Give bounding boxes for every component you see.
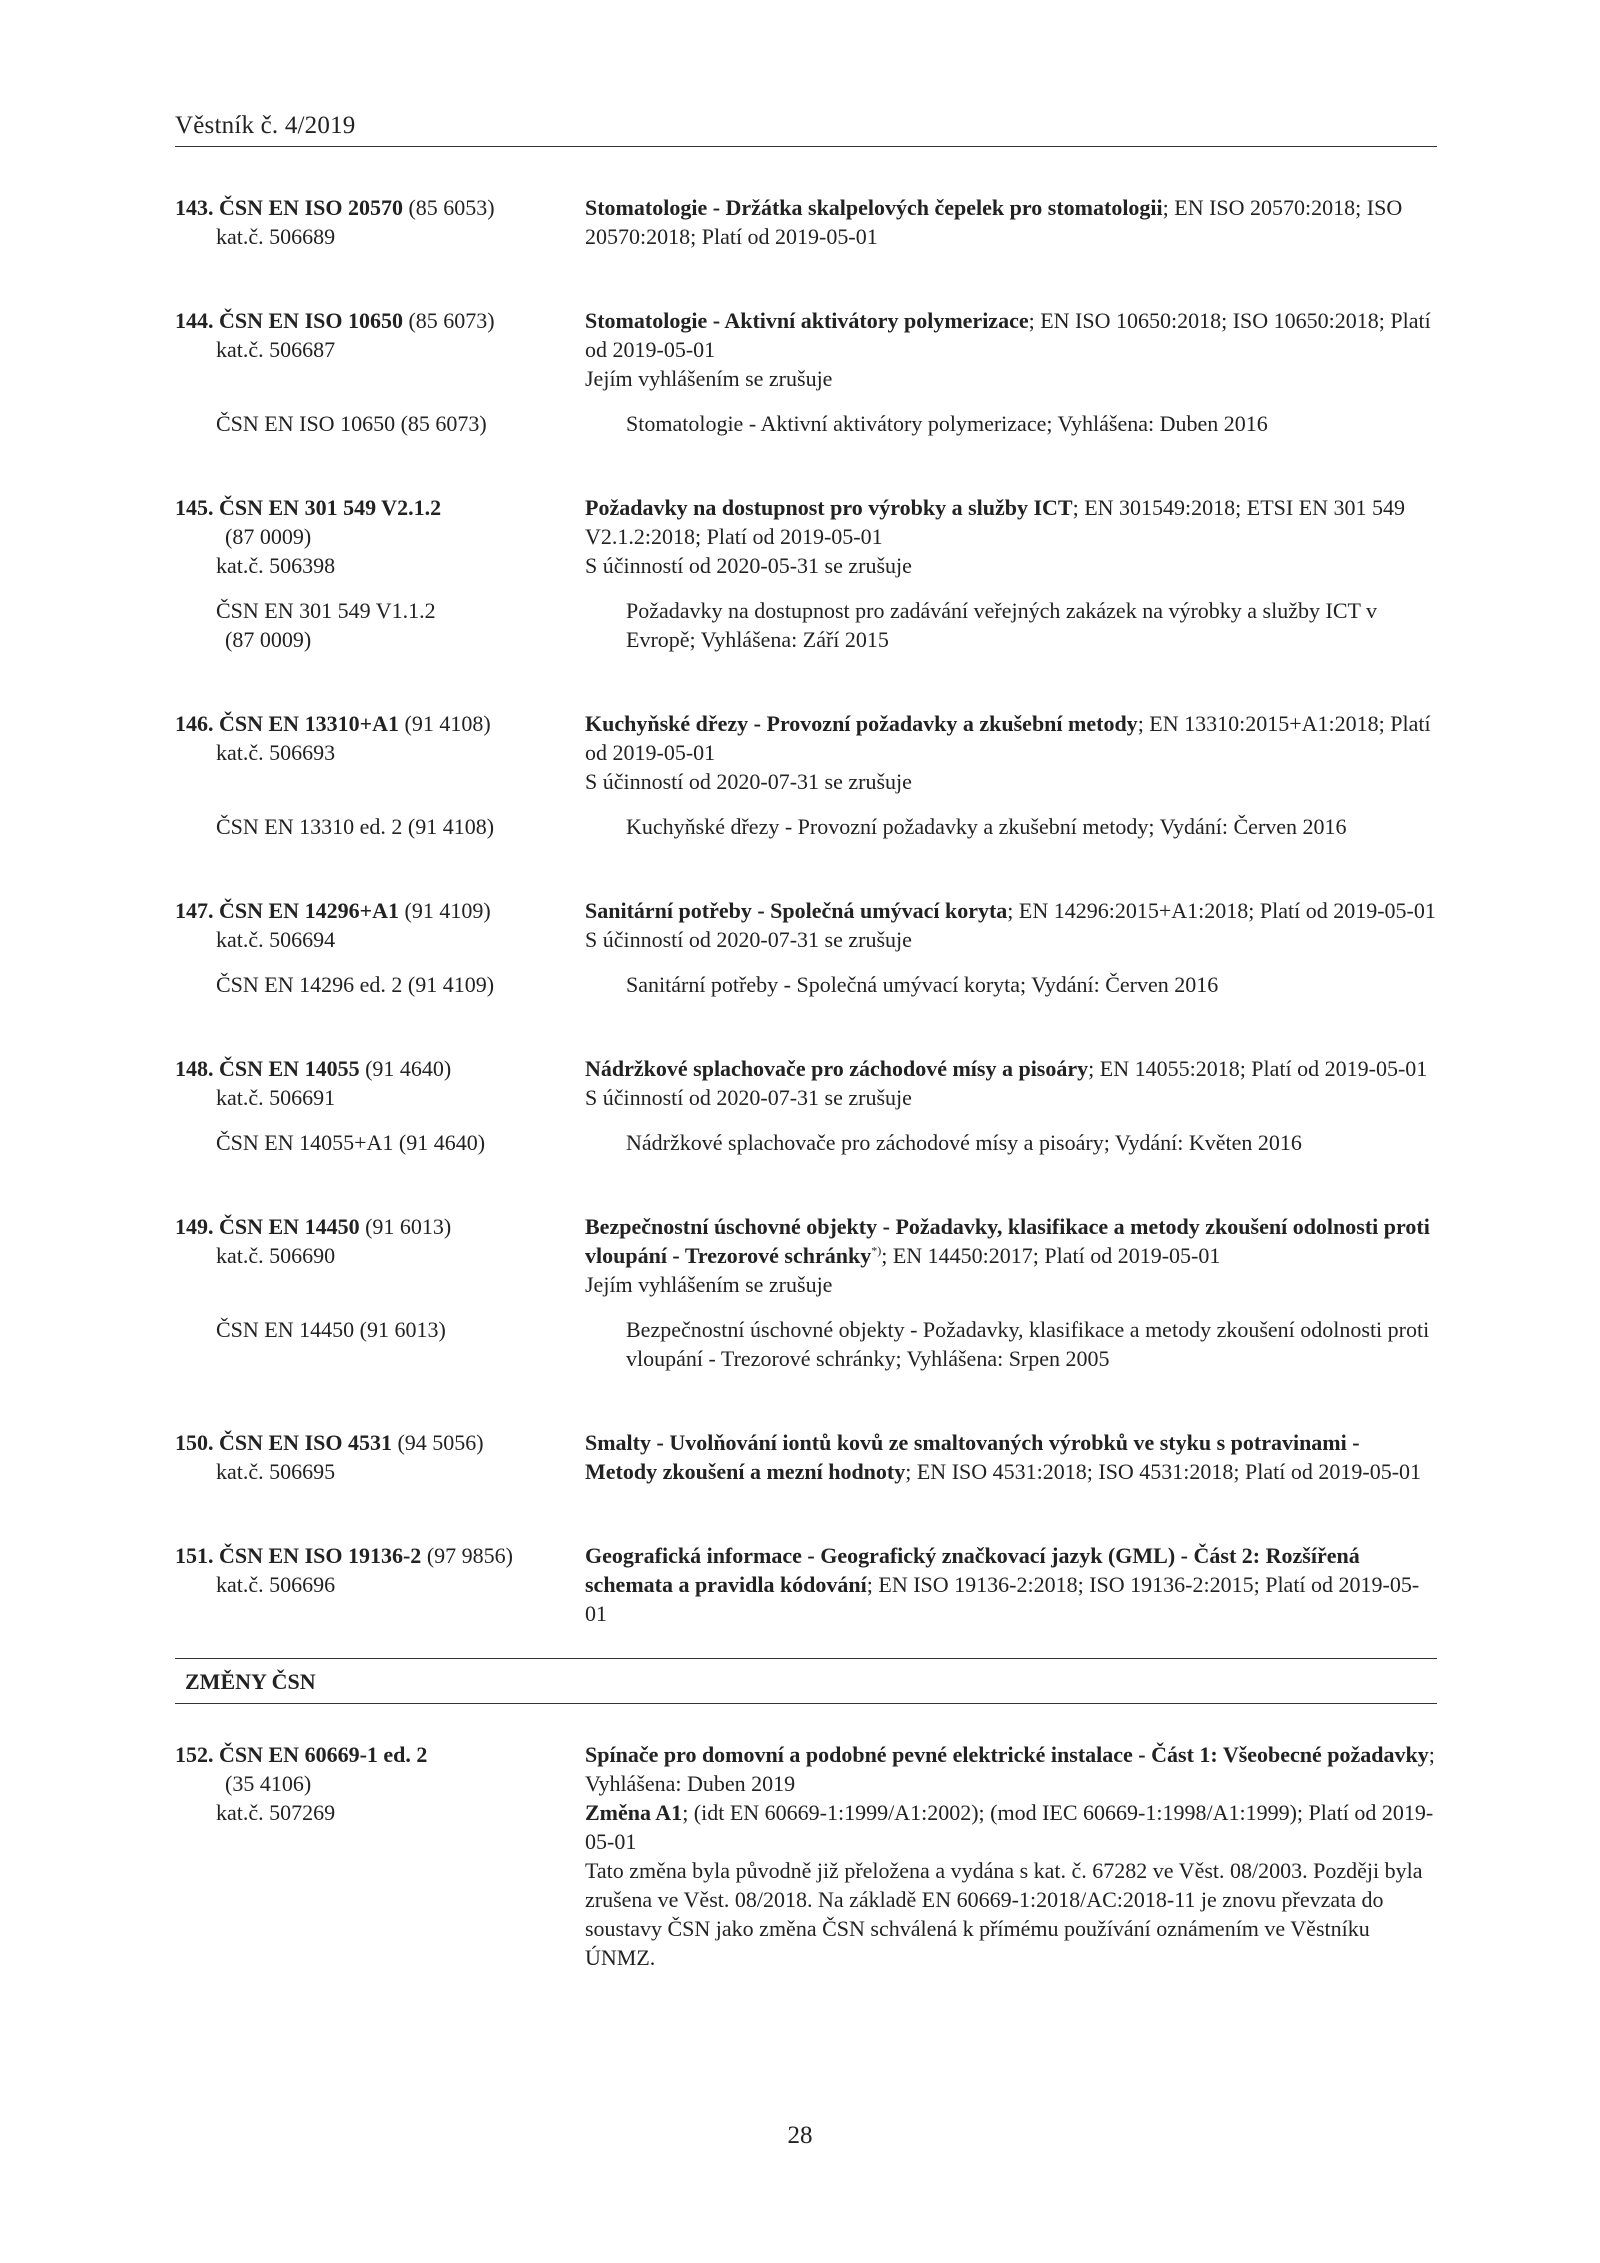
replaced-code: ČSN EN 14055+A1 (91 4640) [216,1130,486,1155]
cancellation-note: Jejím vyhlášením se zrušuje [585,366,833,391]
replaced-description: Požadavky na dostupnost pro zadávání veřejných zakázek na výrobky a služby ICT v Evropě; Vyhlášena: Září 2015 [626,598,1378,652]
replaced-description: Sanitární potřeby - Společná umývací koryta; Vydání: Červen 2016 [626,972,1219,997]
entry-title: Stomatologie - Držátka skalpelových čepelek pro stomatologii [585,195,1163,220]
replaced-code: ČSN EN ISO 10650 (85 6073) [216,411,487,436]
standard-entry [175,1428,1437,1486]
replaced-standard [175,1315,1437,1373]
entry-title: Nádržkové splachovače pro záchodové mísy a pisoáry [585,1056,1089,1081]
standard-entry [175,306,1437,438]
document-body [175,193,1437,2027]
replaced-code: ČSN EN 13310 ed. 2 (91 4108) [216,814,495,839]
entry-description: Spínače pro domovní a podobné pevné elektrické instalace - Část 1: Všeobecné požadavky; Vyhlášena: Duben 2019 Změna A1; (idt EN 60669-1:1999/A1:2002); (mod IEC 60669-1:1998/A1:1999); Platí od 2019-05-01 Tato změna byla původně již přeložena a vydána s kat. č. 67282 ve Věst. 08/2003. Později byla zrušena ve Věst. 08/2018. Na základě EN 60669-1:2018/AC:2018-11 je znovu převzata do soustavy ČSN jako změna ČSN schválená k přímému používání oznámením ve Věstníku ÚNMZ. [585,1740,1437,1972]
change-entry [175,1740,1437,1972]
entry-title: Geografická informace - Geografický značkovací jazyk (GML) - Část 2: Rozšířená schemata a pravidla kódování [585,1543,1360,1597]
entry-identifier: 144. ČSN EN ISO 10650 (85 6073) kat.č. 506687 [175,306,585,393]
standard-entry [175,1212,1437,1373]
cancellation-note: S účinností od 2020-07-31 se zrušuje [585,769,912,794]
footnote-marker: *) [871,1243,882,1258]
entry-description: Sanitární potřeby - Společná umývací koryta; EN 14296:2015+A1:2018; Platí od 2019-05-01 S účinností od 2020-07-31 se zrušuje [585,898,1436,952]
change-note: Tato změna byla původně již přeložena a vydána s kat. č. 67282 ve Věst. 08/2003. Později byla zrušena ve Věst. 08/2018. Na základě EN 60669-1:2018/AC:2018-11 je znovu převzata do soustavy ČSN jako změna ČSN schválená k přímému používání oznámením ve Věstníku ÚNMZ. [585,1858,1423,1970]
standard-entry [175,1054,1437,1157]
entry-identifier: 150. ČSN EN ISO 4531 (94 5056) kat.č. 506695 [175,1428,585,1486]
catalog-number: kat.č. 506398 [216,553,336,578]
entry-description: Geografická informace - Geografický značkovací jazyk (GML) - Část 2: Rozšířená schemata a pravidla kódování; EN ISO 19136-2:2018; ISO 19136-2:2015; Platí od 2019-05-01 [585,1543,1420,1626]
entry-identifier: 146. ČSN EN 13310+A1 (91 4108) kat.č. 506693 [175,709,585,796]
entry-description: Smalty - Uvolňování iontů kovů ze smaltovaných výrobků ve styku s potravinami - Metody zkoušení a mezní hodnoty; EN ISO 4531:2018; ISO 4531:2018; Platí od 2019-05-01 [585,1430,1422,1484]
replaced-standard [175,1128,1437,1157]
replaced-standard [175,596,1437,654]
catalog-number: kat.č. 506690 [216,1243,336,1268]
catalog-number: kat.č. 506696 [216,1572,336,1597]
standard-entry [175,493,1437,654]
replaced-standard [175,812,1437,841]
replaced-description: Stomatologie - Aktivní aktivátory polymerizace; Vyhlášena: Duben 2016 [626,411,1268,436]
replaced-standard [175,409,1437,438]
entry-identifier: 149. ČSN EN 14450 (91 6013) kat.č. 506690 [175,1212,585,1299]
replaced-code: ČSN EN 301 549 V1.1.2 (87 0009) [216,598,436,652]
catalog-number: kat.č. 506695 [216,1459,336,1484]
replaced-code: ČSN EN 14450 (91 6013) [216,1317,446,1342]
standard-entry [175,896,1437,999]
entry-description: Stomatologie - Držátka skalpelových čepelek pro stomatologii; EN ISO 20570:2018; ISO 20570:2018; Platí od 2019-05-01 [585,195,1403,249]
replaced-description: Kuchyňské dřezy - Provozní požadavky a zkušební metody; Vydání: Červen 2016 [626,814,1347,839]
entry-identifier: 151. ČSN EN ISO 19136-2 (97 9856) kat.č. 506696 [175,1541,585,1628]
bulletin-title: Věstník č. 4/2019 [175,112,356,139]
cancellation-note: S účinností od 2020-05-31 se zrušuje [585,553,912,578]
cancellation-note: Jejím vyhlášením se zrušuje [585,1272,833,1297]
entry-identifier: 152. ČSN EN 60669-1 ed. 2 (35 4106) kat.č. 507269 [175,1740,585,1972]
replaced-description: Bezpečnostní úschovné objekty - Požadavky, klasifikace a metody zkoušení odolnosti proti vloupání - Trezorové schránky; Vyhlášena: Srpen 2005 [626,1317,1430,1371]
entry-title: Kuchyňské dřezy - Provozní požadavky a zkušební metody [585,711,1138,736]
section-heading: ZMĚNY ČSN [175,1658,1437,1704]
entry-identifier: 143. ČSN EN ISO 20570 (85 6053) kat.č. 506689 [175,193,585,251]
replaced-standard [175,970,1437,999]
entry-title: Sanitární potřeby - Společná umývací koryta [585,898,1008,923]
entry-title: Spínače pro domovní a podobné pevné elektrické instalace - Část 1: Všeobecné požadavky [585,1742,1429,1767]
entry-description: Stomatologie - Aktivní aktivátory polymerizace; EN ISO 10650:2018; ISO 10650:2018; Platí od 2019-05-01 Jejím vyhlášením se zrušuje [585,306,1437,393]
standard-entry [175,709,1437,841]
entry-description: Bezpečnostní úschovné objekty - Požadavky, klasifikace a metody zkoušení odolnosti proti vloupání - Trezorové schránky*); EN 14450:2017; Platí od 2019-05-01 Jejím vyhlášením se zrušuje [585,1212,1437,1299]
catalog-number: kat.č. 506687 [216,337,336,362]
catalog-number: kat.č. 506693 [216,740,336,765]
replaced-code: ČSN EN 14296 ed. 2 (91 4109) [216,972,495,997]
entry-identifier: 145. ČSN EN 301 549 V2.1.2 (87 0009) kat.č. 506398 [175,493,585,580]
standard-entry [175,193,1437,251]
entry-description: Kuchyňské dřezy - Provozní požadavky a zkušební metody; EN 13310:2015+A1:2018; Platí od 2019-05-01 S účinností od 2020-07-31 se zrušuje [585,709,1437,796]
entry-title: Stomatologie - Aktivní aktivátory polymerizace [585,308,1029,333]
catalog-number: kat.č. 506691 [216,1085,336,1110]
amendment-label: Změna A1 [585,1800,683,1825]
cancellation-note: S účinností od 2020-07-31 se zrušuje [585,927,912,952]
entry-title: Požadavky na dostupnost pro výrobky a služby ICT [585,495,1073,520]
entry-identifier: 148. ČSN EN 14055 (91 4640) kat.č. 506691 [175,1054,585,1112]
entry-description: Požadavky na dostupnost pro výrobky a služby ICT; EN 301549:2018; ETSI EN 301 549 V2.1.2:2018; Platí od 2019-05-01 S účinností od 2020-05-31 se zrušuje [585,493,1437,580]
catalog-number: kat.č. 506689 [216,224,336,249]
entry-title: Smalty - Uvolňování iontů kovů ze smaltovaných výrobků ve styku s potravinami - Metody zkoušení a mezní hodnoty [585,1430,1360,1484]
standard-entry [175,1541,1437,1628]
catalog-number: kat.č. 507269 [216,1800,336,1825]
entry-identifier: 147. ČSN EN 14296+A1 (91 4109) kat.č. 506694 [175,896,585,954]
cancellation-note: S účinností od 2020-07-31 se zrušuje [585,1085,912,1110]
page-header [175,112,1437,147]
entry-title: Bezpečnostní úschovné objekty - Požadavky, klasifikace a metody zkoušení odolnosti proti vloupání - Trezorové schránky [585,1214,1430,1268]
replaced-description: Nádržkové splachovače pro záchodové mísy a pisoáry; Vydání: Květen 2016 [626,1130,1302,1155]
page-number: 28 [787,2122,813,2149]
entry-description: Nádržkové splachovače pro záchodové mísy a pisoáry; EN 14055:2018; Platí od 2019-05-01 S účinností od 2020-07-31 se zrušuje [585,1054,1437,1112]
catalog-number: kat.č. 506694 [216,927,336,952]
